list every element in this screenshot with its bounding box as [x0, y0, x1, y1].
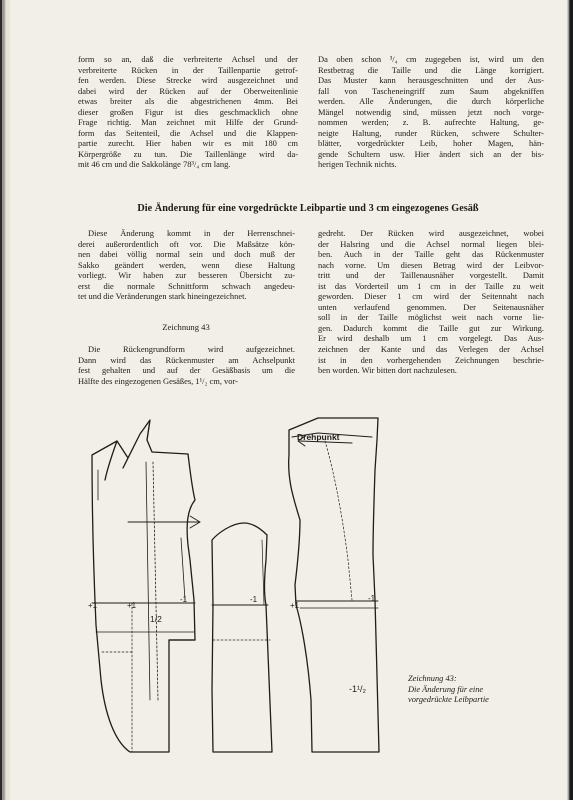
- text-line: Da oben schon ³/₄ cm zugegeben ist, wird um den: [318, 54, 544, 64]
- text-line: fall von Tascheneingriff zum Saum abgekniffen: [318, 85, 544, 96]
- text-line: ben. Auch in der Taille geht das Rückenmuster: [318, 249, 544, 260]
- text-line: Er wird deshalb um 1 cm vorgelegt. Das Aus-: [318, 333, 544, 344]
- text-line: form so an, daß die verbreiterte Achsel und der: [78, 54, 298, 64]
- text-line: tet und die Veränderungen stark hineingezeichnet.: [78, 291, 247, 302]
- caption-line-1: Zeichnung 43:: [408, 674, 457, 683]
- text-line: partie zurecht. Hier haben wir es mit 180 cm: [78, 138, 298, 149]
- text-line: tritt und der Taillenausnäher vorgestellt. Damit: [318, 270, 544, 281]
- text-line: gedreht. Der Rücken wird ausgezeichnet, wobei: [318, 228, 544, 238]
- text-line: Sakko geändert werden, wenn diese Haltung: [78, 259, 295, 270]
- text-line: erst die normale Schnittform schwach angedeu-: [78, 280, 295, 291]
- side-piece: [212, 523, 272, 752]
- text-line: nach vorne. Um diesen Betrag wird der Leibvor-: [318, 259, 544, 270]
- text-line: mit 46 cm und die Sakkolänge 78³/₄ cm lang.: [78, 159, 231, 170]
- text-line: derei außerordentlich oft vor. Die Maßsätze kön-: [78, 238, 295, 249]
- text-line: blätter, vorgedrückter Leib, hoher Magen, hän-: [318, 138, 544, 149]
- text-line: soll in der Taille möglichst weit nach vorne lie-: [318, 312, 544, 323]
- text-line: fen werden. Diese Strecke wird ausgezeichnet und: [78, 75, 298, 86]
- text-line: werden. Alle Änderungen, die durch körperliche: [318, 96, 544, 107]
- text-line: Körpergröße zu tun. Die Taillenlänge wird da-: [78, 148, 298, 159]
- figure-caption: [408, 674, 558, 706]
- text-line: zeichnen der Kante und das Verlegen der Achsel: [318, 344, 544, 355]
- label-plus1-a: +1: [88, 601, 98, 610]
- text-line: Dann wird das Rückenmuster am Achselpunkt: [78, 354, 295, 365]
- section-heading: Die Änderung für eine vorgedrückte Leibpartie und 3 cm eingezogenes Gesäß: [137, 203, 479, 214]
- back-piece: [289, 418, 379, 752]
- text-line: Das Muster kann herausgeschnitten und der Aus-: [318, 75, 544, 86]
- text-line: etwas breiter als die abgestrichenen 4mm. Bei: [78, 96, 298, 107]
- label-plus1-b: +1: [127, 601, 137, 610]
- text-line: dabei wird der Rücken auf der Oberweitenlinie: [78, 85, 298, 96]
- text-line: neigte Haltung, runder Rücken, schwere Schulter-: [318, 127, 544, 138]
- text-line: Frage richtig. Man zeichnet mit Hilfe der Grund-: [78, 117, 298, 128]
- label-minus1-a: -1: [180, 595, 188, 604]
- label-minus1-c: -1: [368, 594, 376, 603]
- label-plus1-c: +1: [290, 601, 300, 610]
- drawing-subheading: Zeichnung 43: [162, 322, 210, 332]
- text-line: verbreiterte Rücken in der Taillenpartie getrof-: [78, 64, 298, 75]
- text-line: gen. Dadurch kommt die Taille gut zur Wirkung.: [318, 322, 544, 333]
- caption-line-3: vorgedrückte Leibpartie: [408, 695, 489, 704]
- text-line: form das Seitenteil, die Achsel und die Klappen-: [78, 127, 298, 138]
- text-line: gende Schultern usw. Hier ändert sich an der bis-: [318, 148, 544, 159]
- text-line: herigen Technik nichts.: [318, 159, 397, 170]
- text-line: Diese Änderung kommt in der Herrenschnei-: [88, 228, 295, 238]
- label-half: 1/2: [150, 614, 162, 624]
- text-line: geworden. Dieser 1 cm wird der Seitennaht nach: [318, 291, 544, 302]
- text-line: Die Rückengrundform wird aufgezeichnet.: [88, 344, 295, 354]
- front-piece: [92, 420, 200, 752]
- text-line: ist das Vorderteil um 1 cm in der Taille zu weit: [318, 280, 544, 291]
- text-line: nen dabei völlig normal sein und doch muß der: [78, 249, 295, 260]
- text-line: Hälfte des eingezogenen Gesäßes, 1¹/₂ cm, vor-: [78, 375, 238, 386]
- text-line: ist in den vorhergehenden Zeichnungen beschrie-: [318, 354, 544, 365]
- caption-line-2: Die Änderung für eine: [408, 684, 484, 694]
- text-line: der Halsring und die Achsel normal liegen blei-: [318, 238, 544, 249]
- text-line: ben worden. Wir bitten dort nachzulesen.: [318, 365, 457, 376]
- label-minus1-b: -1: [250, 595, 258, 604]
- text-line: nommen werden; z. B. aufrechte Haltung, ge-: [318, 117, 544, 128]
- text-line: Mängel notwendig sind, müssen jetzt noch vorge-: [318, 106, 544, 117]
- text-line: Restbetrag die Taille und die Länge korrigiert.: [318, 64, 544, 75]
- label-one-half: -1¹/₂: [349, 684, 366, 694]
- text-line: vorliegt. Wir haben zur besseren Übersicht zu-: [78, 270, 295, 281]
- text-line: unten verlaufend genommen. Der Seitenausnäher: [318, 301, 544, 312]
- text-line: fest gehalten und auf der Gesäßbasis um die: [78, 365, 295, 376]
- text-line: dieser großen Figur ist dies geschmacklich ohne: [78, 106, 298, 117]
- label-drehpunkt: Drehpunkt: [297, 432, 340, 442]
